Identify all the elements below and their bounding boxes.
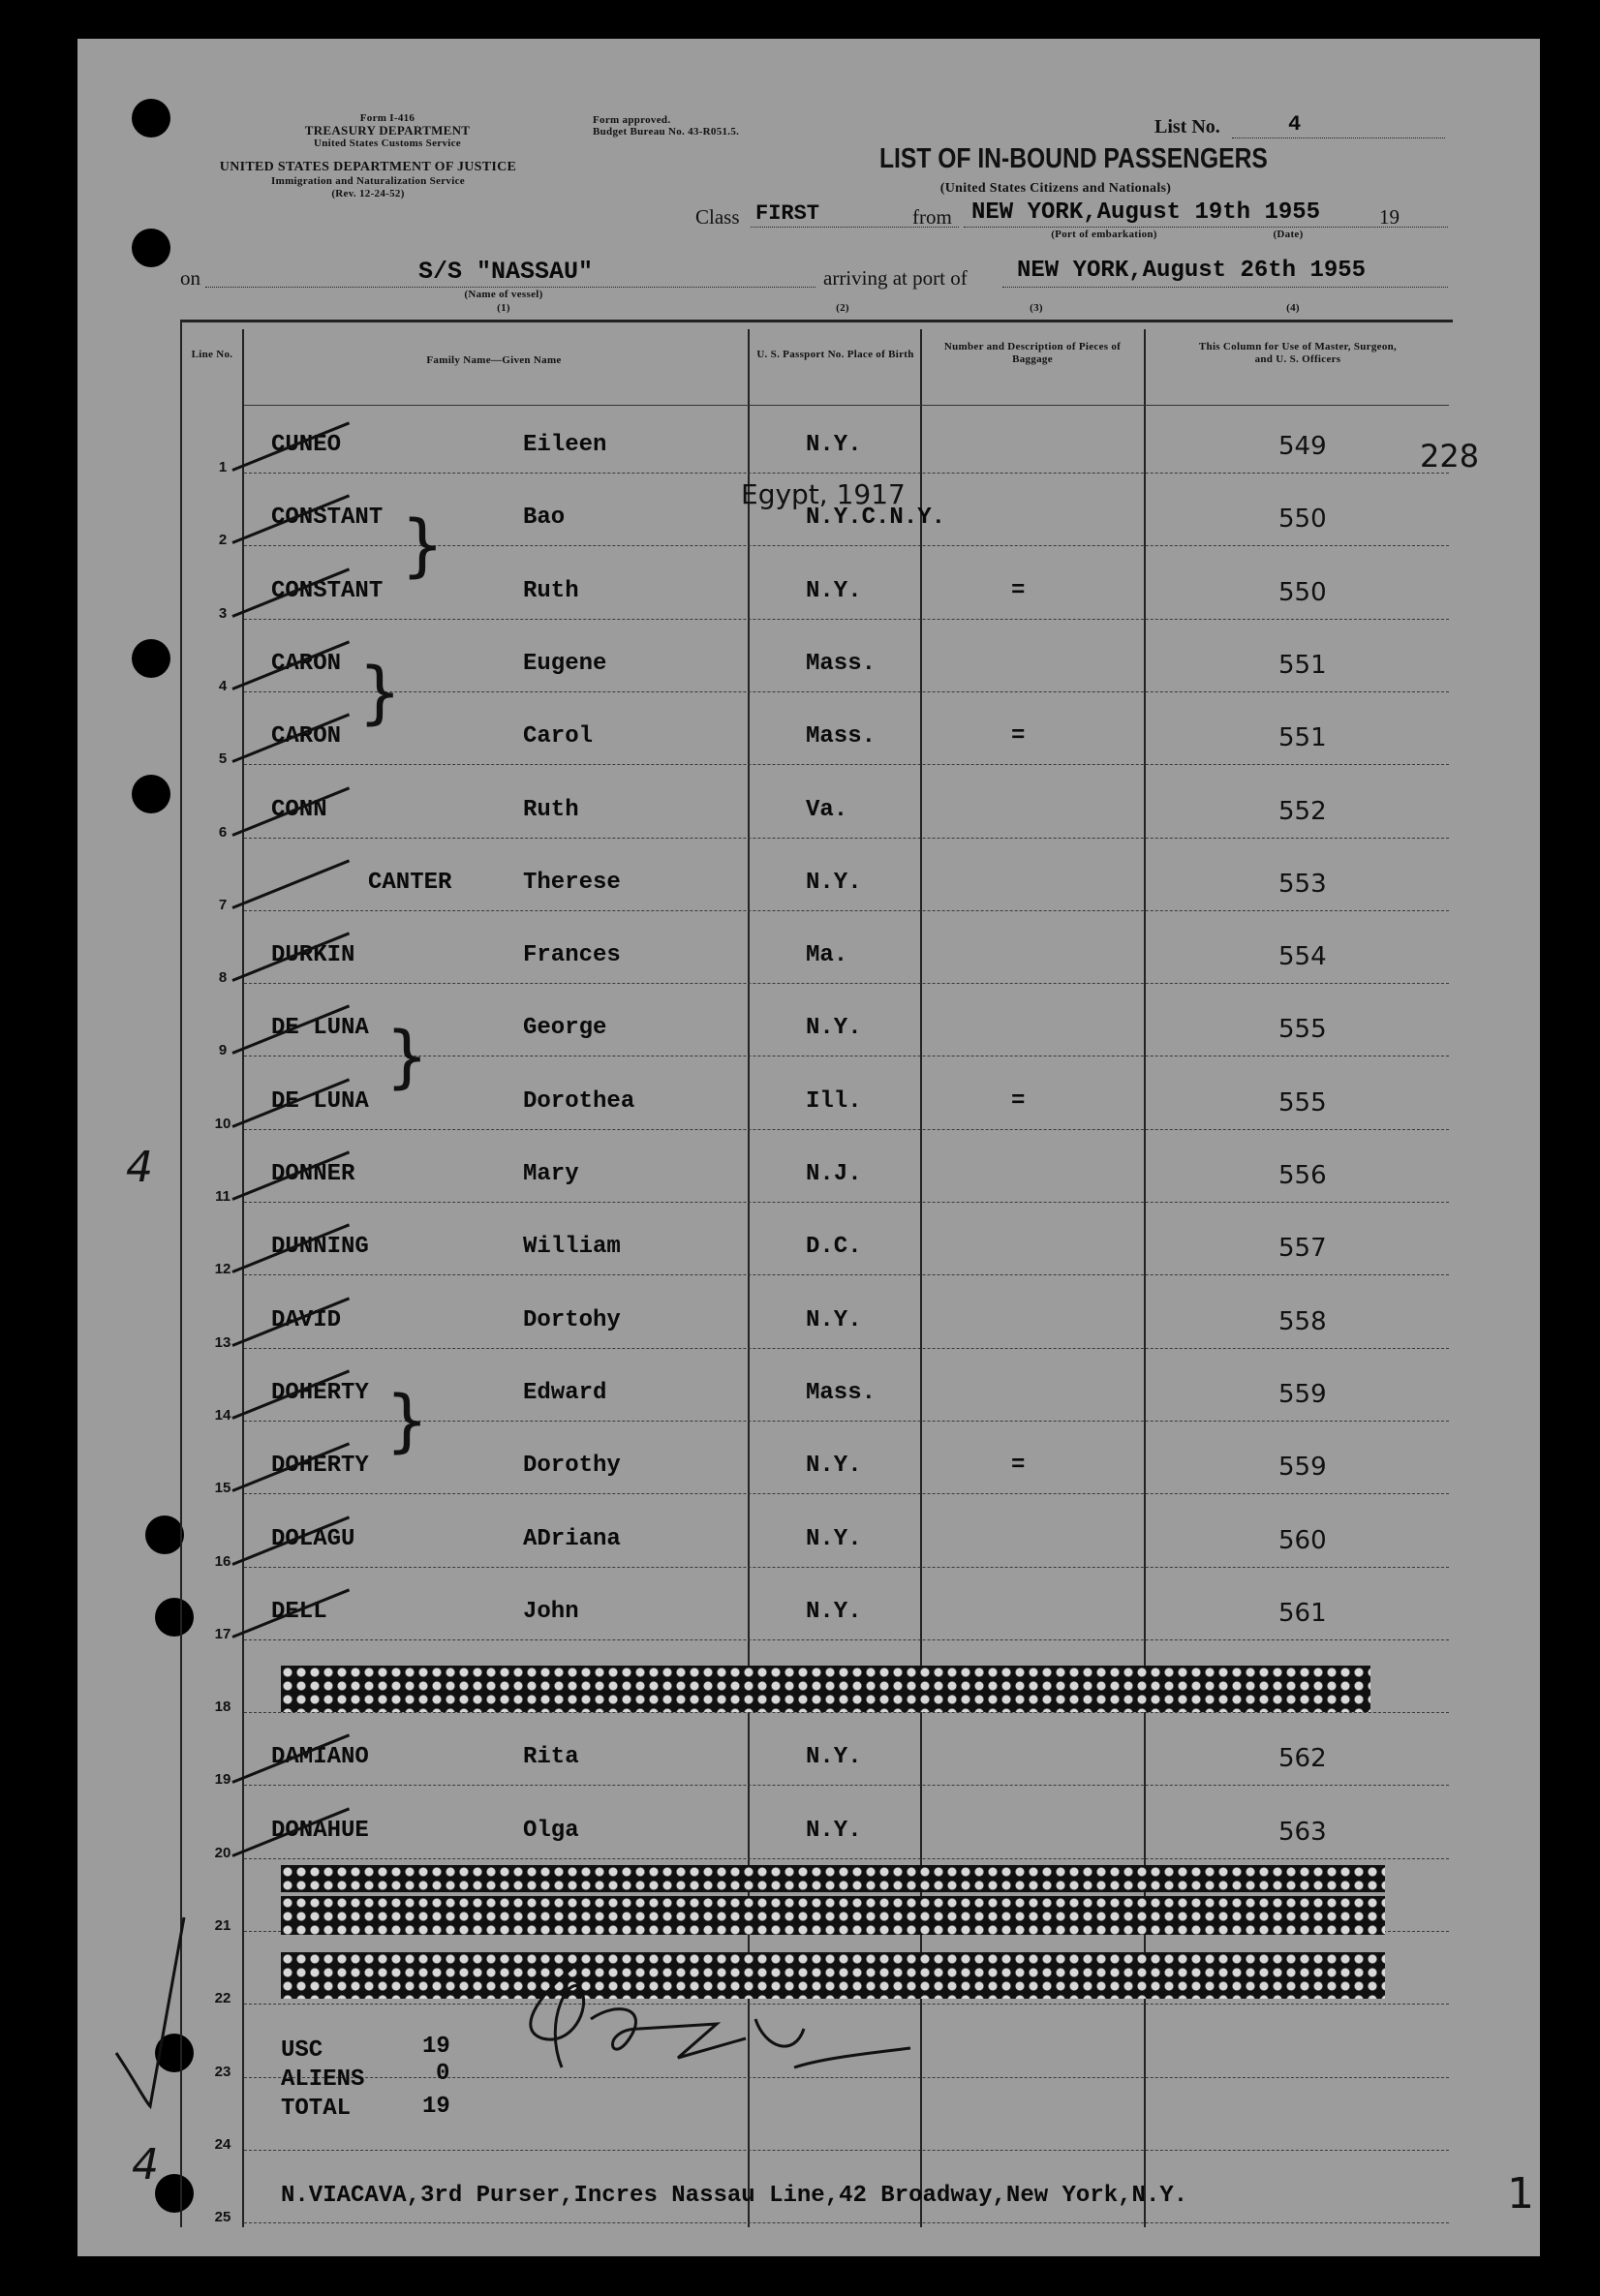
birth-place: D.C. — [806, 1234, 862, 1261]
row-rule — [244, 1129, 1449, 1130]
row-rule — [244, 1785, 1449, 1786]
given-name: Mary — [523, 1161, 579, 1187]
birth-place: N.Y. — [806, 1306, 862, 1333]
col-num-2: (2) — [836, 302, 849, 314]
birth-place: Va. — [806, 796, 848, 823]
punch-hole — [155, 1598, 194, 1637]
baggage-count: = — [1011, 1453, 1026, 1480]
line-number: 22 — [214, 1990, 231, 2007]
baggage-count: = — [1011, 1087, 1026, 1115]
family-name: DELL — [271, 1598, 327, 1625]
family-name: DE LUNA — [271, 1015, 369, 1042]
revision: (Rev. 12-24-52) — [331, 188, 405, 199]
officer-number: 561 — [1278, 1598, 1327, 1628]
family-name: CONSTANT — [271, 505, 384, 532]
treasury-dept: TREASURY DEPARTMENT — [304, 123, 471, 138]
total-label: TOTAL — [281, 2096, 352, 2122]
officer-number: 555 — [1278, 1015, 1327, 1045]
arriving-label: arriving at port of — [823, 266, 968, 290]
family-name: CANTER — [368, 869, 452, 896]
officer-number: 550 — [1278, 505, 1327, 535]
baggage-count: = — [1011, 723, 1026, 750]
given-name: Frances — [523, 942, 621, 969]
officer-number: 554 — [1278, 942, 1327, 972]
officer-number: 551 — [1278, 723, 1327, 753]
birth-place: N.Y.C.N.Y. — [806, 505, 946, 532]
from-value: NEW YORK,August 19th 1955 — [971, 199, 1321, 226]
family-name: DE LUNA — [271, 1087, 369, 1115]
officer-number: 559 — [1278, 1453, 1327, 1483]
officer-number: 556 — [1278, 1161, 1327, 1190]
given-name: Dorothy — [523, 1453, 621, 1480]
birth-place: N.J. — [806, 1161, 862, 1187]
birth-place: Mass. — [806, 650, 877, 677]
birth-place: Ma. — [806, 942, 848, 969]
brace: } — [358, 653, 402, 732]
manifest-title: LIST OF IN-BOUND PASSENGERS — [879, 143, 1268, 174]
line-number: 18 — [214, 1699, 231, 1716]
row-rule — [244, 1712, 1449, 1713]
punch-hole — [145, 1515, 184, 1554]
arriving-line — [1002, 287, 1448, 288]
aliens-value: 0 — [436, 2061, 450, 2087]
year-suffix: 19 — [1379, 205, 1400, 229]
punch-hole — [132, 639, 170, 678]
given-name: Eugene — [523, 650, 607, 677]
birth-place: N.Y. — [806, 1453, 862, 1480]
officer-number: 562 — [1278, 1744, 1327, 1774]
manifest-subtitle: (United States Citizens and Nationals) — [939, 181, 1172, 196]
customs-service: United States Customs Service — [314, 138, 461, 149]
row-rule — [244, 1639, 1449, 1640]
punch-hole — [132, 775, 170, 813]
table-top-rule — [180, 320, 1453, 322]
arriving-value: NEW YORK,August 26th 1955 — [1017, 258, 1367, 284]
punch-hole — [132, 229, 170, 267]
given-name: ADriana — [523, 1525, 621, 1552]
line-number: 20 — [214, 1844, 231, 1861]
line-number: 9 — [218, 1042, 228, 1059]
family-name: DAMIANO — [271, 1744, 369, 1771]
birth-place: Mass. — [806, 723, 877, 750]
margin-mark-lower: 4 — [132, 2140, 159, 2189]
row-rule — [244, 1202, 1449, 1203]
birth-place: N.Y. — [806, 1744, 862, 1771]
row-rule — [244, 1493, 1449, 1494]
justice-dept: UNITED STATES DEPARTMENT OF JUSTICE — [219, 160, 517, 174]
line-number: 11 — [215, 1188, 231, 1205]
line-number: 25 — [214, 2209, 231, 2226]
header-bottom-rule — [244, 405, 1449, 406]
row-rule — [244, 1348, 1449, 1349]
family-name: DOHERTY — [271, 1379, 369, 1406]
officer-number: 552 — [1278, 796, 1327, 826]
officer-number: 549 — [1278, 432, 1327, 461]
line-number: 13 — [214, 1333, 231, 1351]
col-header-officers: This Column for Use of Master, Surgeon, and U. S. Officers — [1198, 341, 1398, 365]
given-name: John — [523, 1598, 579, 1625]
line-number: 24 — [214, 2135, 231, 2153]
birth-place: Ill. — [806, 1087, 862, 1115]
port-caption: (Port of embarkation) — [1051, 229, 1157, 240]
line-number: 10 — [214, 1115, 231, 1132]
row-rule — [244, 1274, 1449, 1275]
list-no-value: 4 — [1288, 112, 1302, 137]
line-number: 5 — [218, 750, 228, 768]
line-number: 12 — [214, 1261, 231, 1278]
given-name: George — [523, 1015, 607, 1042]
family-name: DONNER — [271, 1161, 355, 1187]
col-header-name: Family Name—Given Name — [426, 354, 562, 366]
given-name: Edward — [523, 1379, 607, 1406]
line-number: 1 — [218, 459, 228, 475]
col-divider-line — [242, 329, 244, 2227]
officer-number: 559 — [1278, 1379, 1327, 1409]
class-label: Class — [695, 205, 740, 229]
officer-number: 550 — [1278, 577, 1327, 607]
line-number: 23 — [214, 2063, 231, 2080]
vessel-caption: (Name of vessel) — [464, 289, 543, 300]
row-rule — [244, 619, 1449, 620]
given-name: Eileen — [523, 432, 607, 458]
given-name: Ruth — [523, 577, 579, 604]
officer-number: 555 — [1278, 1087, 1327, 1117]
line-number: 6 — [218, 823, 228, 841]
birth-place: Mass. — [806, 1379, 877, 1406]
row-rule — [244, 473, 1449, 474]
col-divider-officers — [1144, 329, 1146, 2227]
officer-number: 553 — [1278, 869, 1327, 899]
usc-value: 19 — [422, 2034, 450, 2060]
given-name: William — [523, 1234, 621, 1261]
family-name: CARON — [271, 650, 342, 677]
family-name: CONSTANT — [271, 577, 384, 604]
given-name: Rita — [523, 1744, 579, 1771]
birth-place: N.Y. — [806, 577, 862, 604]
row-rule — [244, 764, 1449, 765]
on-label: on — [180, 266, 200, 290]
usc-label: USC — [281, 2037, 323, 2064]
family-name: DUNNING — [271, 1234, 369, 1261]
vessel-name: S/S "NASSAU" — [418, 258, 594, 286]
total-value: 19 — [422, 2094, 450, 2120]
line-number: 4 — [218, 677, 228, 694]
ins-service: Immigration and Naturalization Service — [271, 175, 465, 187]
family-name: DONAHUE — [271, 1817, 369, 1844]
corner-mark: 1 — [1507, 2169, 1534, 2219]
check-mark — [107, 1898, 223, 2121]
birth-place: N.Y. — [806, 432, 862, 458]
vessel-line — [205, 287, 815, 288]
birth-place: N.Y. — [806, 1525, 862, 1552]
given-name: Dortohy — [523, 1306, 621, 1333]
baggage-count: = — [1011, 577, 1026, 604]
birth-place: N.Y. — [806, 1598, 862, 1625]
col-header-baggage: Number and Description of Pieces of Baggage — [943, 341, 1122, 365]
col-num-3: (3) — [1030, 302, 1043, 314]
purser-line: N.VIACAVA,3rd Purser,Incres Nassau Line,42 Broadway,New York,N.Y. — [281, 2183, 1188, 2209]
punch-hole — [155, 2174, 194, 2213]
col-header-line: Line No. — [191, 349, 233, 360]
given-name: Ruth — [523, 796, 579, 823]
line-number: 16 — [214, 1552, 231, 1570]
from-line — [964, 227, 1448, 228]
line-number: 17 — [214, 1625, 231, 1642]
birth-place: N.Y. — [806, 1015, 862, 1042]
officer-number: 551 — [1278, 650, 1327, 680]
row-rule — [244, 983, 1449, 984]
family-name: DOLAGU — [271, 1525, 355, 1552]
row-rule — [244, 910, 1449, 911]
budget-bureau: Budget Bureau No. 43-R051.5. — [593, 126, 740, 138]
brace: } — [385, 1381, 429, 1460]
from-label: from — [912, 205, 952, 229]
birth-note: Egypt, 1917 — [741, 478, 906, 510]
given-name: Olga — [523, 1817, 579, 1844]
line-number: 21 — [214, 1917, 231, 1934]
line-number: 3 — [218, 604, 228, 622]
punch-hole — [132, 99, 170, 138]
line-number: 15 — [214, 1480, 231, 1497]
form-number: Form I-416 — [359, 112, 415, 124]
family-name: CARON — [271, 723, 342, 750]
line-number: 7 — [218, 896, 228, 913]
class-value: FIRST — [755, 201, 820, 226]
list-no-label: List No. — [1154, 116, 1220, 138]
birth-place: N.Y. — [806, 1817, 862, 1844]
given-name: Bao — [523, 505, 566, 532]
row-rule — [244, 1858, 1449, 1859]
row-rule — [244, 2150, 1449, 2151]
officer-number: 557 — [1278, 1234, 1327, 1264]
page-number: 228 — [1420, 438, 1480, 475]
line-number: 14 — [214, 1406, 231, 1424]
line-number: 8 — [218, 969, 228, 987]
redacted-row — [281, 1666, 1370, 1712]
aliens-label: ALIENS — [281, 2066, 365, 2093]
row-rule — [244, 2222, 1449, 2223]
given-name: Dorothea — [523, 1087, 635, 1115]
line-number: 19 — [214, 1771, 231, 1789]
col-num-1: (1) — [497, 302, 510, 314]
officer-number: 560 — [1278, 1525, 1327, 1555]
officer-number: 563 — [1278, 1817, 1327, 1847]
officer-number: 558 — [1278, 1306, 1327, 1336]
family-name: DOHERTY — [271, 1453, 369, 1480]
family-name: DAVID — [271, 1306, 342, 1333]
margin-mark: 4 — [126, 1143, 153, 1192]
date-caption: (Date) — [1273, 229, 1304, 240]
given-name: Therese — [523, 869, 621, 896]
col-header-passport: U. S. Passport No. Place of Birth — [756, 349, 914, 360]
line-number: 2 — [218, 532, 228, 549]
brace: } — [385, 1017, 429, 1096]
given-name: Carol — [523, 723, 594, 750]
row-rule — [244, 838, 1449, 839]
family-name: CONN — [271, 796, 327, 823]
family-name: CUNEO — [271, 432, 342, 458]
form-approved: Form approved. — [593, 114, 671, 126]
signature — [504, 1932, 949, 2097]
redacted-row — [281, 1896, 1385, 1935]
family-name: DURKIN — [271, 942, 355, 969]
row-rule — [244, 691, 1449, 692]
brace: } — [401, 505, 445, 585]
col-num-4: (4) — [1286, 302, 1300, 314]
row-rule — [244, 1567, 1449, 1568]
redacted-row — [281, 1865, 1385, 1892]
birth-place: N.Y. — [806, 869, 862, 896]
